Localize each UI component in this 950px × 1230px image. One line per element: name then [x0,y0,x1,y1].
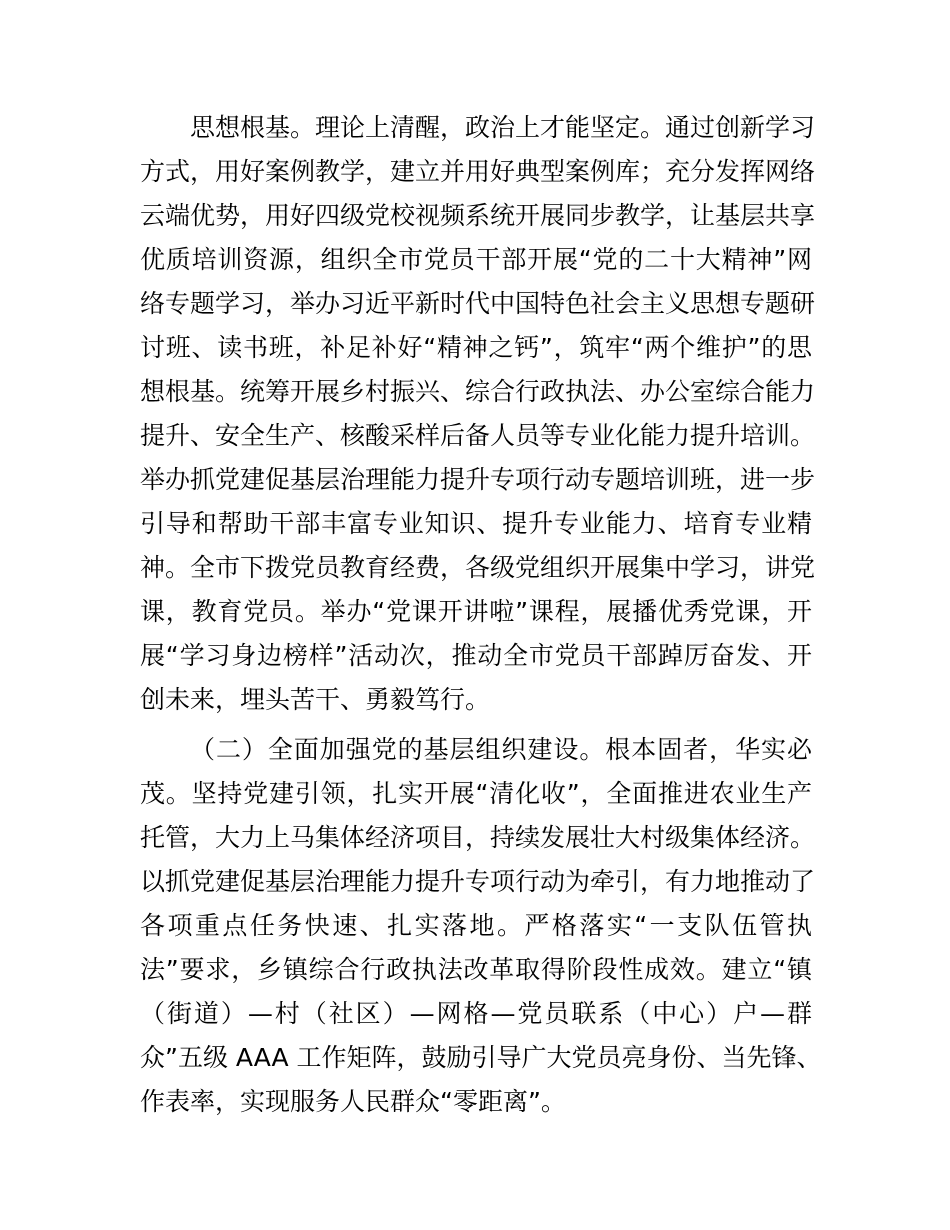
text-line: 作表率，实现服务人民群众“零距离”。 [140,1087,566,1116]
text-line: 络专题学习，举办习近平新时代中国特色社会主义思想专题研 [140,289,816,318]
text-line: 引导和帮助干部丰富专业知识、提升专业能力、培育专业精 [140,509,812,538]
text-line: 创未来，埋头苦干、勇毅笃行。 [140,685,491,714]
text-line: 优质培训资源，组织全市党员干部开展“党的二十大精神”网 [140,245,812,274]
text-line: 托管，大力上马集体经济项目，持续发展壮大村级集体经济。 [140,823,816,852]
document-body [140,106,822,1124]
text-line: 茂。坚持党建引领，扎实开展“清化收”，全面推进农业生产 [140,779,812,808]
text-line: 想根基。统筹开展乡村振兴、综合行政执法、办公室综合能力 [140,377,816,406]
text-line: （街道）—村（社区）—网格—党员联系（中心）户—群 [140,999,812,1028]
text-line: 讨班、读书班，补足补好“精神之钙”，筑牢“两个维护”的思 [140,333,812,362]
text-line: 课，教育党员。举办“党课开讲啦”课程，展播优秀党课，开 [140,597,812,626]
text-line: 法”要求，乡镇综合行政执法改革取得阶段性成效。建立“镇 [140,955,812,984]
paragraph-thought-foundation [140,106,816,722]
text-line: 云端优势，用好四级党校视频系统开展同步教学，让基层共享 [140,201,816,230]
text-line: 提升、安全生产、核酸采样后备人员等专业化能力提升培训。 [140,421,816,450]
text-line: 举办抓党建促基层治理能力提升专项行动专题培训班，进一步 [140,465,816,494]
text-line: 众”五级 AAA 工作矩阵，鼓励引导广大党员亮身份、当先锋、 [140,1043,822,1072]
text-line: 各项重点任务快速、扎实落地。严格落实“一支队伍管执 [140,911,812,940]
text-line: （二）全面加强党的基层组织建设。根本固者，华实必 [190,735,812,764]
text-line: 方式，用好案例教学，建立并用好典型案例库；充分发挥网络 [140,157,816,186]
text-line: 展“学习身边榜样”活动次，推动全市党员干部踔厉奋发、开 [140,641,812,670]
text-line: 以抓党建促基层治理能力提升专项行动为牵引，有力地推动了 [140,867,816,896]
text-line: 神。全市下拨党员教育经费，各级党组织开展集中学习，讲党 [140,553,816,582]
text-line: 思想根基。理论上清醒，政治上才能坚定。通过创新学习 [190,113,816,142]
paragraph-grassroots-organization [140,728,822,1124]
